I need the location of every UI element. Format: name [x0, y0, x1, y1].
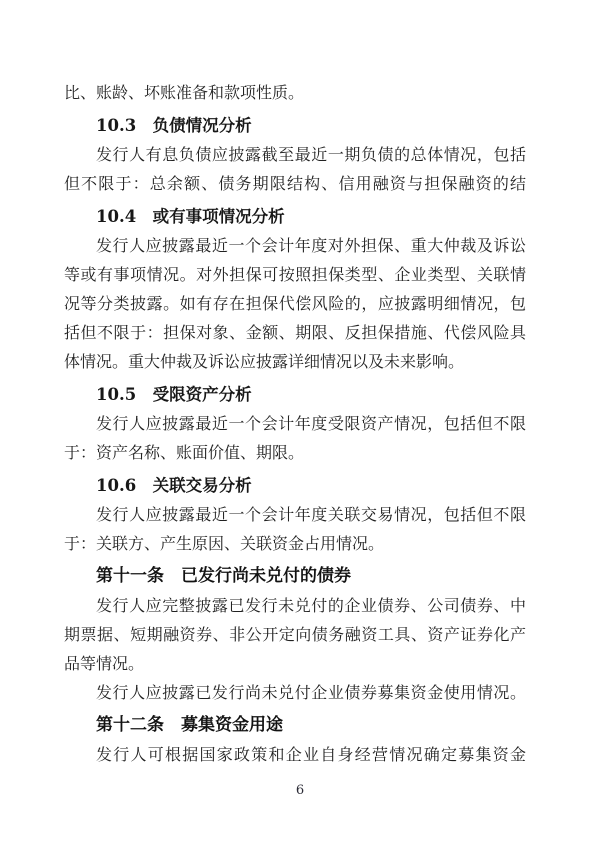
document-content [64, 78, 526, 769]
article-heading: 第十一条 已发行尚未兑付的债券 [96, 566, 351, 586]
subsection-heading: 10.5 受限资产分析 [96, 385, 252, 404]
body-line: 发行人应披露最近一个会计年度关联交易情况，包括但不限 [96, 505, 526, 524]
subsection-heading: 10.3 负债情况分析 [96, 116, 252, 135]
subsection-heading: 10.6 关联交易分析 [96, 476, 252, 495]
body-line: 括但不限于：担保对象、金额、期限、反担保措施、代偿风险具 [64, 323, 526, 342]
body-line: 发行人应披露已发行尚未兑付企业债券募集资金使用情况。 [96, 683, 526, 702]
body-line: 但不限于：总余额、债务期限结构、信用融资与担保融资的结 [64, 174, 526, 193]
body-line: 比、账龄、坏账准备和款项性质。 [64, 83, 305, 102]
body-line: 期票据、短期融资券、非公开定向债务融资工具、资产证券化产 [64, 625, 526, 644]
body-line: 品等情况。 [64, 654, 145, 673]
body-line: 况等分类披露。如有存在担保代偿风险的，应披露明细情况，包 [64, 294, 526, 313]
body-line: 发行人应披露最近一个会计年度对外担保、重大仲裁及诉讼 [96, 236, 526, 255]
body-line: 等或有事项情况。对外担保可按照担保类型、企业类型、关联情 [64, 265, 526, 284]
page-number: 6 [295, 783, 305, 798]
body-line: 发行人应完整披露已发行未兑付的企业债券、公司债券、中 [96, 596, 526, 615]
body-line: 发行人可根据国家政策和企业自身经营情况确定募集资金 [96, 745, 526, 764]
body-line: 发行人有息负债应披露截至最近一期负债的总体情况，包括 [96, 145, 526, 164]
article-heading: 第十二条 募集资金用途 [96, 715, 283, 735]
body-line: 于：关联方、产生原因、关联资金占用情况。 [64, 534, 385, 553]
body-line: 于：资产名称、账面价值、期限。 [64, 443, 305, 462]
subsection-heading: 10.4 或有事项情况分析 [96, 207, 285, 226]
body-line: 体情况。重大仲裁及诉讼应披露详细情况以及未来影响。 [64, 352, 465, 371]
body-line: 发行人应披露最近一个会计年度受限资产情况，包括但不限 [96, 414, 526, 433]
